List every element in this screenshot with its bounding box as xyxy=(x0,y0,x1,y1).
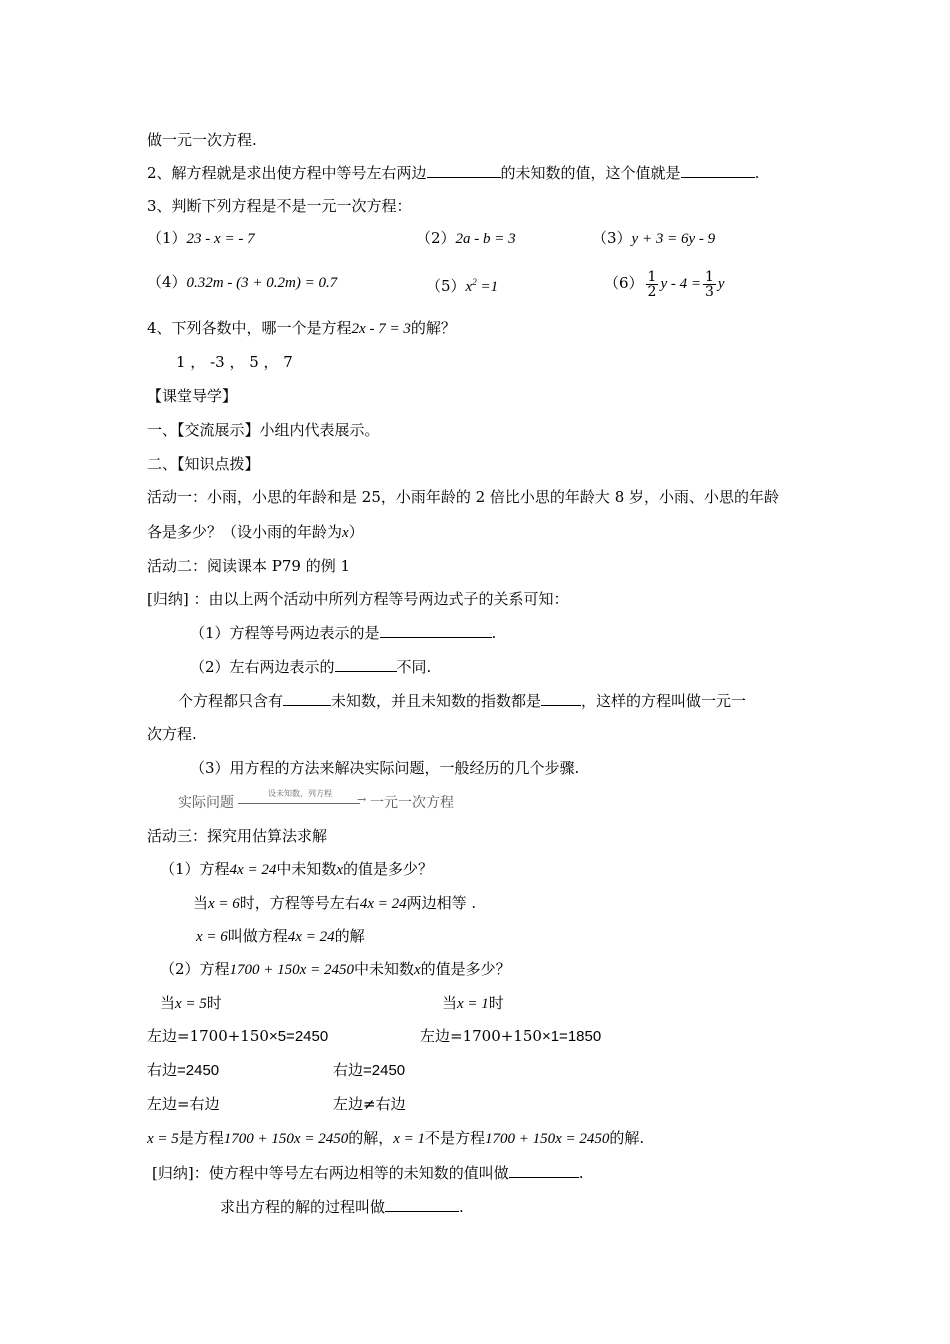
flow-left: 实际问题 xyxy=(178,795,234,811)
question-2: 2、解方程就是求出使方程中等号左右两边 的未知数的值，这个值就是 . xyxy=(147,164,760,182)
equation-6: （6） $\frac{1}{2}$ y - 4 = $\frac{1}{3}$ y xyxy=(604,268,725,300)
answer-blank xyxy=(283,690,331,706)
activity-1-cont: 各是多少？（设小雨的年龄为x） xyxy=(147,523,364,541)
equation-1: （1）23 - x = - 7 xyxy=(147,229,255,247)
flow-right: 一元一次方程 xyxy=(370,795,454,811)
activity-3-q1: （1）方程4x = 24中未知数x的值是多少？ xyxy=(160,860,434,878)
equation-5: $(5)x^2 =1$ xyxy=(426,277,499,295)
activity-3-q1-line1: 当x = 6时，方程等号左右4x = 24两边相等 . xyxy=(193,894,477,912)
fraction: $\frac{1}{3}$ xyxy=(705,268,714,300)
section-two: 二、【知识点拨】 xyxy=(147,455,260,473)
when-x-1: 当x = 1时 xyxy=(442,994,504,1012)
right-side-5: 右边=2450 xyxy=(147,1061,220,1079)
question-4: 4、下列各数中，哪一个是方程2x - 7 = 3的解？ xyxy=(147,319,456,337)
answer-blank xyxy=(427,162,501,178)
answer-blank xyxy=(380,622,492,638)
activity-3-q2: （2）方程1700 + 150x = 2450中未知数x的值是多少？ xyxy=(160,960,511,978)
flow-arrow-head: → xyxy=(357,793,367,806)
not-equal-result: 左边≠右边 xyxy=(333,1095,406,1113)
conclusion: x = 5是方程1700 + 150x = 2450的解，x = 1不是方程1700 + 150x = 2450的解. xyxy=(147,1129,645,1147)
question-3: 3、判断下列方程是不是一元一次方程： xyxy=(147,197,412,215)
left-side-1: 左边=1700+150×1=1850 xyxy=(420,1027,602,1045)
question-4-options: 1 ， -3 ， 5 ， 7 xyxy=(176,353,293,371)
summary-3: 求出方程的解的过程叫做 . xyxy=(220,1198,464,1216)
activity-1: 活动一：小雨，小思的年龄和是 25，小雨年龄的 2 倍比小思的年龄大 8 岁，小雨、小思的年龄 xyxy=(147,488,780,506)
activity-3: 活动三：探究用估算法求解 xyxy=(147,827,328,845)
answer-blank xyxy=(385,1196,459,1212)
equal-result: 左边=右边 xyxy=(147,1095,220,1113)
summary-2: [归纳]：使方程中等号左右两边相等的未知数的值叫做 . xyxy=(152,1164,584,1182)
section-title: 【课堂导学】 xyxy=(147,387,238,405)
text-line: 做一元一次方程. xyxy=(147,131,257,149)
answer-blank xyxy=(681,162,755,178)
right-side-1: 右边=2450 xyxy=(333,1061,406,1079)
section-one: 一、【交流展示】小组内代表展示。 xyxy=(147,421,380,439)
equation-3: （3）y + 3 = 6y - 9 xyxy=(592,229,716,247)
answer-blank xyxy=(509,1162,579,1178)
left-side-5: 左边=1700+150×5=2450 xyxy=(147,1027,329,1045)
when-x-5: 当x = 5时 xyxy=(160,994,222,1012)
activity-3-q1-line2: x = 6叫做方程4x = 24的解 xyxy=(196,927,365,945)
fraction: $\frac{1}{2}$ xyxy=(647,268,657,300)
summary-1-item-2: （2）左右两边表示的 不同. xyxy=(190,658,432,676)
answer-blank xyxy=(541,690,581,706)
equation-2: （2）2a - b = 3 xyxy=(416,229,516,247)
summary-1: [归纳] ：由以上两个活动中所列方程等号两边式子的关系可知： xyxy=(147,590,569,608)
answer-blank xyxy=(335,656,397,672)
summary-1-item-1: （1）方程等号两边表示的是 . xyxy=(190,624,497,642)
summary-1-item-4: （3）用方程的方法来解决实际问题，一般经历的几个步骤. xyxy=(190,759,580,777)
flow-arrow-label: 设未知数，列方程 xyxy=(268,789,332,798)
activity-2: 活动二：阅读课本 P79 的例 1 xyxy=(147,557,351,575)
summary-1-item-3: 个方程都只含有 未知数，并且未知数的指数都是 ，这样的方程叫做一元一 xyxy=(178,692,747,710)
summary-1-item-3-cont: 次方程. xyxy=(147,725,197,743)
flow-arrow xyxy=(238,803,360,804)
equation-4: （4）0.32m - (3 + 0.2m) = 0.7 xyxy=(147,273,338,291)
